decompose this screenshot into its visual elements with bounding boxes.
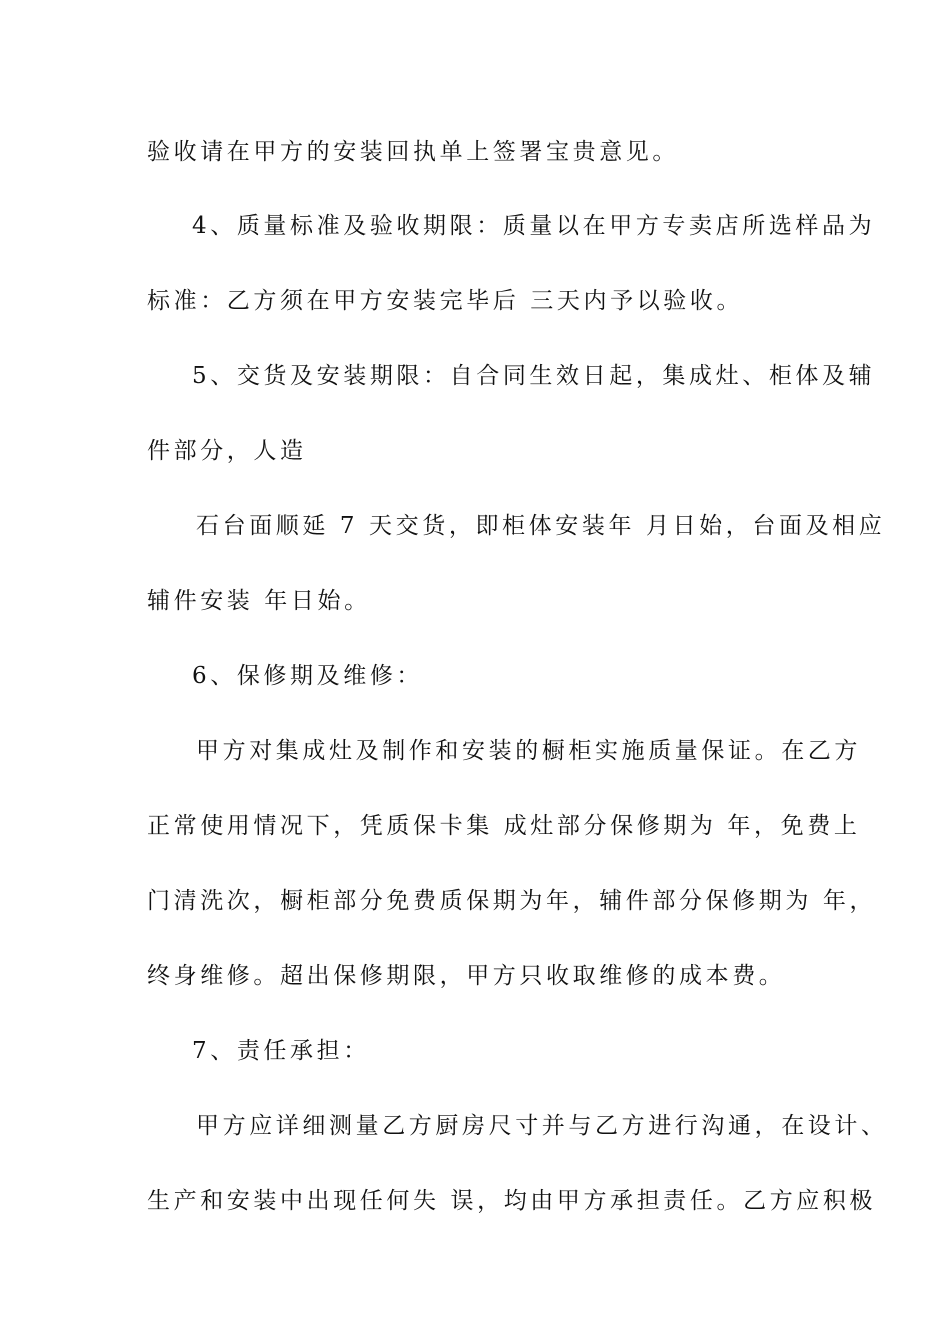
paragraph-line-7: 辅件安装 年日始。 (147, 588, 371, 614)
paragraph-line-9: 甲方对集成灶及制作和安装的橱柜实施质量保证。在乙方 (196, 738, 861, 764)
section-5-heading-line: 5、交货及安装期限：自合同生效日起，集成灶、柜体及辅 (192, 363, 876, 389)
section-7-heading-line: 7、责任承担： (192, 1038, 370, 1064)
paragraph-line-10: 正常使用情况下，凭质保卡集 成灶部分保修期为 年，免费上 (147, 813, 861, 839)
paragraph-line-12: 终身维修。超出保修期限，甲方只收取维修的成本费。 (147, 963, 786, 989)
paragraph-line-5: 件部分，人造 (147, 438, 307, 464)
section-6-heading-line: 6、保修期及维修： (192, 663, 424, 689)
section-4-heading-line: 4、质量标准及验收期限：质量以在甲方专卖店所选样品为 (192, 213, 876, 239)
paragraph-line-15: 生产和安装中出现任何失 误，均由甲方承担责任。乙方应积极 (147, 1188, 877, 1214)
paragraph-line-6: 石台面顺延 7 天交货，即柜体安装年 月日始，台面及相应 (196, 513, 886, 539)
paragraph-line-14: 甲方应详细测量乙方厨房尺寸并与乙方进行沟通，在设计、 (196, 1113, 888, 1139)
paragraph-line-3: 标准：乙方须在甲方安装完毕后 三天内予以验收。 (147, 288, 744, 314)
paragraph-line-1: 验收请在甲方的安装回执单上签署宝贵意见。 (147, 139, 679, 165)
paragraph-line-11: 门清洗次，橱柜部分免费质保期为年，辅件部分保修期为 年， (147, 888, 877, 914)
